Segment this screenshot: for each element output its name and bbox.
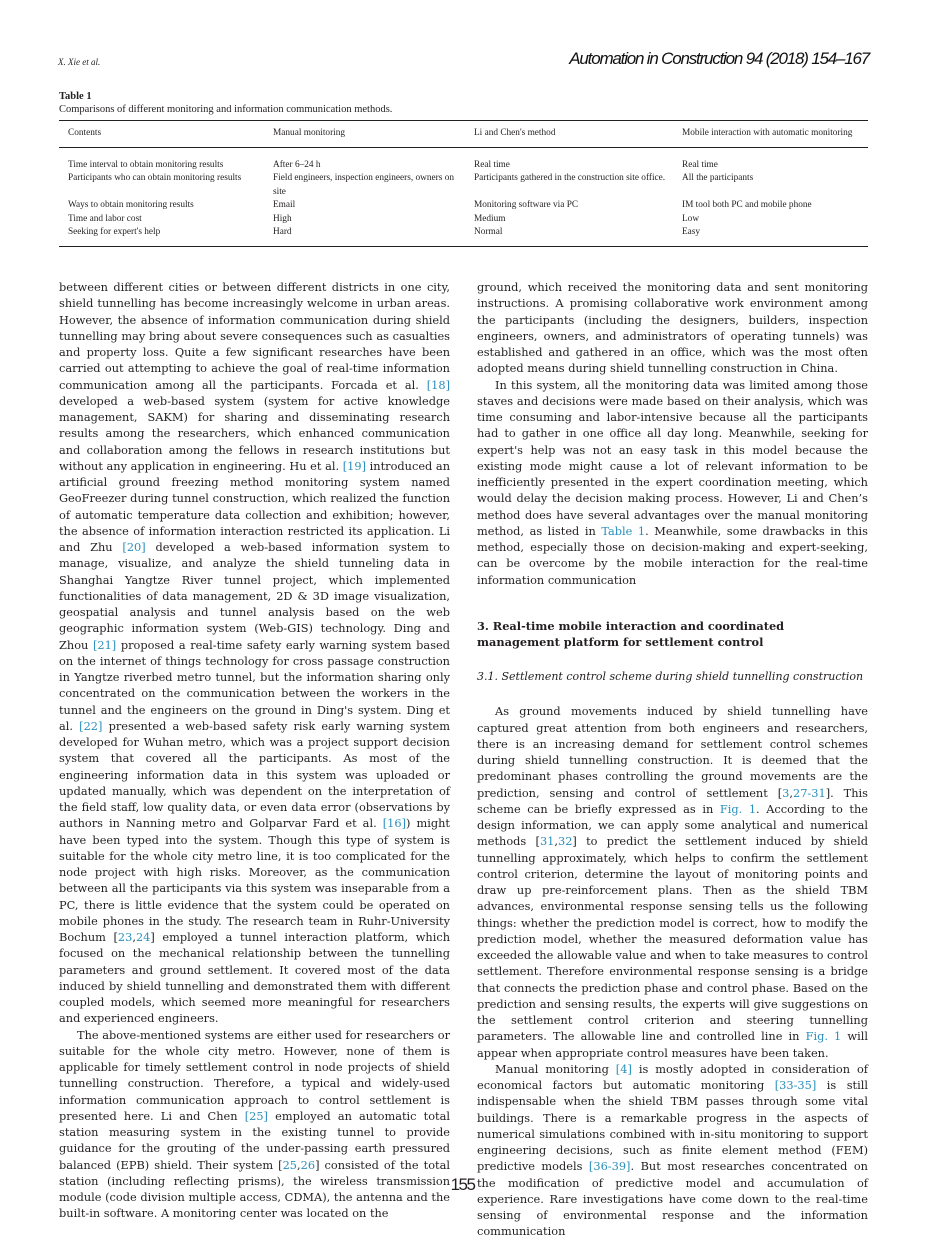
running-header-authors: X. Xie et al. [58, 57, 101, 67]
body-text: . Meanwhile, some drawbacks in this method, especially those on decision-making and expert-seeking, can be overcome by the mobile interaction for the real-time information communication [477, 523, 868, 587]
citation-link[interactable]: 24 [135, 930, 151, 944]
table-cell-text: Time interval to obtain monitoring results [68, 160, 224, 170]
right-text-column [477, 279, 868, 1240]
table-header-row [59, 121, 868, 148]
body-text: ] consisted of the total station (including reflecting prisms), the wireless transmission module (code division multiple access, CDMA), the antenna and the built-in software. A monitoring center was located on the [59, 1157, 450, 1221]
citation-link[interactable]: [25] [244, 1108, 268, 1123]
body-paragraph [59, 279, 450, 1027]
table-cell: Real time [474, 160, 510, 170]
citation-link[interactable]: 26 [300, 1157, 316, 1172]
table-cell: Participants gathered in the construction site office. [474, 173, 666, 184]
citation-link[interactable]: 27-31 [792, 785, 826, 800]
body-text: is still indispensable when the shield TBM passes through some vital buildings. There is a remarkable progress in the aspects of numerical simulations combined with in-situ monitoring to support engineering decisions, such as finite element method (FEM) predictive models [477, 1078, 868, 1174]
table-cell [59, 172, 264, 199]
body-text: developed a web-based system (system for active knowledge management, SAKM) for sharing and disseminating research results among the researchers, which enhanced communication and collaboration among the fellows in research institutions but without any application in engineering. Hu et al. [59, 393, 450, 473]
table-header-cell: Mobile interaction with automatic monitoring [682, 128, 853, 138]
table-row [59, 172, 868, 199]
table-cell [59, 213, 264, 226]
table-cell-text: Time and labor cost [68, 213, 142, 224]
body-text: . But most researches concentrated on the modification of predictive model and accumulation of experience. Rare investigations have come down to the real-time sensing of environmental response and the information communication [477, 1159, 868, 1239]
table-row [59, 213, 868, 226]
body-text: ] to predict the settlement induced by shield tunnelling approximately, which helps to confirm the settlement control criterion, determine the layout of monitoring points and draw up pre-reinforcement plans. Then as the shield TBM advances, environmental response sensing tells us the following things: whether the prediction model is correct, how to modify the prediction model, whether the measured deformation value has exceeded the allowable value and when to take measures to control settlement. Therefore environmental response sensing is a bridge that connects the prediction phase and control phase. Based on the prediction and sensing results, the experts will give suggestions on the settlement control criterion and steering tunnelling parameters. The allowable line and controlled line in [477, 834, 869, 1044]
table-row [59, 226, 868, 247]
table-cell: Field engineers, inspection engineers, owners on site [273, 173, 454, 197]
table-cell-text: Seeking for expert's help [68, 227, 161, 238]
body-text: ] employed a tunnel interaction platform, which focused on the mechanical relationship between the tunnelling parameters and ground settlement. It covered most of the data induced by shield tunnelling and demonstrated them with different coupled models, which seemed more meaningful for researchers and experienced engineers. [59, 930, 450, 1026]
table-header-cell: Contents [68, 128, 102, 138]
table-row [59, 148, 868, 173]
table-cell: Normal [474, 227, 503, 238]
body-text: In this system, all the monitoring data was limited among those staves and decisions were made based on their analysis, which was time consuming and labor-intensive because all the participants had to gather in one office all day long. Meanwhile, seeking for expert's help was not an easy task in this model because the existing mode might cause a lot of relevant information to be inefficiently presented in the expert coordination meeting, which would delay the decision making process. However, Li and Chen’s method does have several advantages over the manual monitoring method, as listed in [477, 377, 868, 538]
citation-link[interactable]: 23 [117, 930, 133, 944]
page-number: 155 [450, 1175, 475, 1194]
citation-link[interactable]: 32 [557, 834, 573, 849]
body-text: proposed a real-time safety early warning system based on the internet of things technology for cross passage construction in Yangtze riverbed metro tunnel, but the information sharing only concentrated on the communication between the workers in the tunnel and the engineers on the ground in Ding's system. Ding et al. [59, 637, 450, 733]
body-paragraph: ground, which received the monitoring data and sent monitoring instructions. A promising collaborative work environment among the participants (including the designers, builders, inspection engineers, owners, and administrators of operating tunnels) was established and gathered in an office, which was the most often adopted means during shield tunnelling construction in China. [477, 280, 868, 376]
table-cell [59, 226, 264, 247]
table-cell: Medium [474, 213, 506, 224]
citation-link[interactable]: 3 [782, 785, 790, 800]
table-header-cell: Li and Chen's method [474, 128, 556, 138]
body-text: Manual monitoring [495, 1061, 616, 1076]
body-text: , [132, 930, 136, 944]
subsection-heading: 3.1. Settlement control scheme during shield tunnelling construction [477, 670, 864, 684]
table-cell: IM tool both PC and mobile phone [682, 200, 812, 211]
citation-link[interactable]: [22] [79, 718, 103, 733]
citation-link[interactable]: [18] [426, 377, 450, 392]
table-cell: Email [273, 200, 296, 211]
table-cell-text: Ways to obtain monitoring results [68, 200, 194, 211]
body-text: , [554, 834, 558, 849]
body-text: introduced an artificial ground freezing method monitoring system named GeoFreezer during tunnel construction, which realized the function of automatic temperature data collection and exhibition; however, the absence of information interaction restricted its application. Li and Zhu [59, 458, 450, 554]
body-paragraph [477, 1061, 868, 1240]
comparison-table [59, 120, 868, 247]
body-text: . According to the design information, we can apply some analytical and numerical methods [ [477, 801, 869, 849]
table-row [59, 199, 868, 212]
table-header-cell: Manual monitoring [273, 128, 346, 138]
body-text: , [297, 1157, 301, 1172]
body-text: between different cities or between different districts in one city, shield tunnelling has become increasingly welcome in urban areas. However, the absence of information communication during shield tunnelling may bring about severe consequences such as casualties and property loss. Quite a few significant researches have been carried out attempting to achieve the goal of real-time information communication among all the participants. Forcada et al. [59, 280, 450, 392]
table-cell: Low [682, 213, 700, 224]
citation-link[interactable]: [36-39] [588, 1159, 631, 1174]
body-text: is mostly adopted in consideration of economical factors but automatic monitoring [477, 1061, 868, 1092]
citation-link[interactable]: 25 [282, 1157, 298, 1172]
citation-link[interactable]: 31 [539, 834, 555, 849]
figure-reference-link[interactable]: Fig. 1 [719, 801, 757, 816]
body-text: developed a web-based information system to manage, visualize, and analyze the shield tunneling data in Shanghai Yangtze River tunnel project, which implemented functionalities of data management, 2D & 3D image visualization, geospatial analysis and tunnel analysis based on the web geographic information system (Web-GIS) technology. Ding and Zhou [59, 540, 450, 652]
citation-link[interactable]: [20] [122, 540, 146, 554]
figure-reference-link[interactable]: Fig. 1 [805, 1029, 842, 1044]
section-heading: 3. Real-time mobile interaction and coordinated management platform for settlement control [477, 618, 785, 649]
table-cell: Monitoring software via PC [474, 200, 579, 211]
table-cell-text: Participants who can obtain monitoring results [68, 173, 242, 184]
body-text: presented a web-based safety risk early warning system developed for Wuhan metro, which was a project support decision system that covered all the participants. As most of the engineering information data in this system was uploaded or updated manually, which was dependent on the interpretation of the field staff, low quality data, or even data error (observations by authors in Nanning metro and Golparvar Fard et al. [59, 718, 451, 831]
body-text: ]. This scheme can be briefly expressed as in [477, 785, 868, 816]
table-caption: Comparisons of different monitoring and information communication methods. [59, 104, 393, 115]
body-text: employed an automatic total station measuring system in the existing tunnel to provide guidance for the grouting of the under-passing earth pressured balanced (EPB) shield. Their system [ [59, 1108, 451, 1172]
citation-link[interactable]: [4] [615, 1061, 632, 1076]
comparison-table-block [59, 91, 868, 247]
table-cell: High [273, 213, 292, 224]
left-text-column [59, 279, 450, 1222]
citation-link[interactable]: [16] [382, 816, 407, 831]
citation-link[interactable]: [21] [92, 637, 117, 652]
table-cell: Real time [682, 160, 718, 170]
body-text: ) might have been typed into the system. Though this type of system is suitable for the whole city metro line, it is too complicated for the node project with high risks. Moreover, as the communication between all the participants via this system was inseparable from a PC, there is little evidence that the system could be operated on mobile phones in the study. The research team in Ruhr-University Bochum [ [59, 816, 450, 944]
body-text: will appear when appropriate control measures have been taken. [477, 1029, 868, 1060]
table-cell [59, 199, 264, 212]
body-text: The above-mentioned systems are either used for researchers or suitable for the whole city metro. However, none of them is applicable for timely settlement control in node projects of shield tunnelling construction. Therefore, a typical and widely-used information communication approach to control settlement is presented here. Li and Chen [59, 1027, 450, 1123]
body-paragraph [477, 377, 868, 588]
running-header-journal: Automation in Construction 94 (2018) 154–167 [569, 49, 869, 68]
table-cell: Easy [682, 227, 701, 238]
table-cell: After 6–24 h [273, 160, 321, 170]
table-cell: All the participants [682, 173, 754, 184]
citation-link[interactable]: [19] [342, 458, 367, 473]
citation-link[interactable]: [33-35] [774, 1078, 817, 1092]
body-paragraph [477, 703, 868, 1061]
table-label: Table 1 [59, 91, 92, 102]
table-cell: Hard [273, 227, 292, 238]
table-reference-link[interactable]: Table 1 [601, 523, 646, 538]
table-cell [59, 148, 264, 173]
body-text: As ground movements induced by shield tunnelling have captured great attention from both engineers and researchers, there is an increasing demand for settlement control schemes during shield tunnelling construction. It is deemed that the predominant phases controlling the ground movements are the prediction, sensing and control of settlement [ [477, 704, 868, 800]
body-text: , [789, 785, 793, 800]
